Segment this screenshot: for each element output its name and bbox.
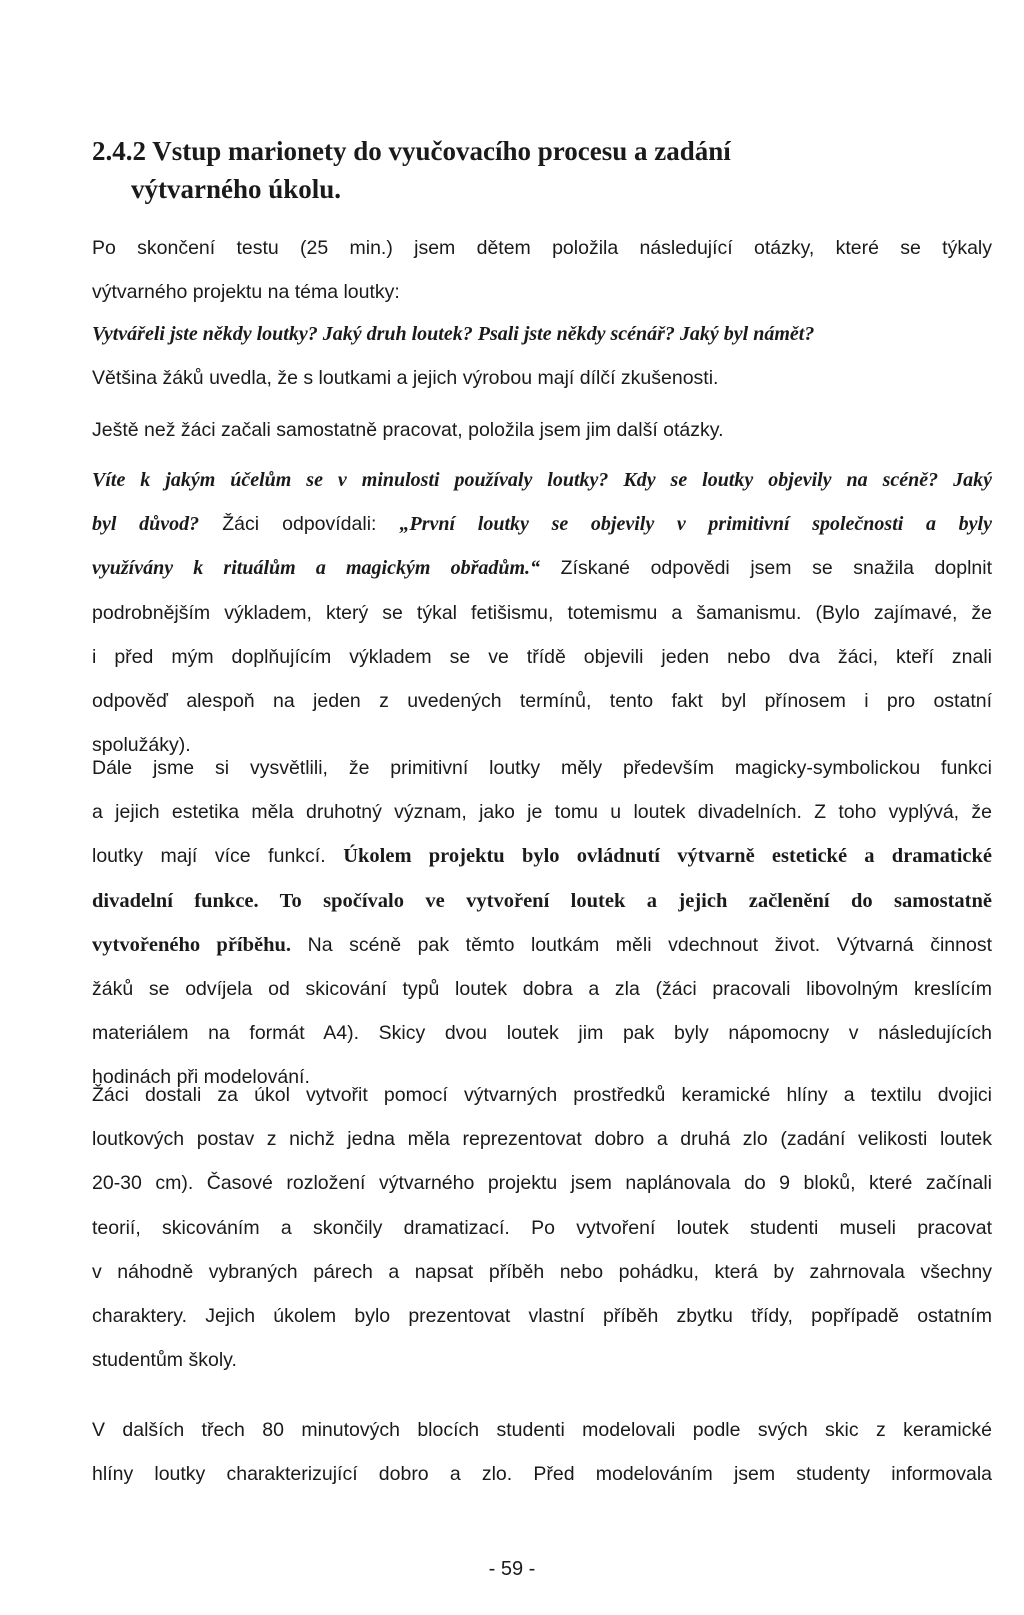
question-line: Vytvářeli jste někdy loutky? Jaký druh loutek? Psali jste někdy scénář? Jaký byl námět? bbox=[92, 323, 815, 345]
paragraph-7 bbox=[92, 1408, 992, 1496]
text-line: Většina žáků uvedla, že s loutkami a jejich výrobou mají dílčí zkušenosti. bbox=[92, 367, 719, 390]
text-line: a jejich estetika měla druhotný význam, jako je tomu u loutek divadelních. Z toho vyplývá, že bbox=[92, 801, 992, 824]
text-line: studentům školy. bbox=[92, 1349, 237, 1372]
text-line: teorií, skicováním a skončily dramatizací. Po vytvoření loutek studenti museli pracovat bbox=[92, 1216, 992, 1239]
bold-line: divadelní funkce. To spočívalo ve vytvoření loutek a jejich začlenění do samostatně bbox=[92, 889, 992, 912]
paragraph-6 bbox=[92, 1073, 992, 1382]
text-line: Žáci dostali za úkol vytvořit pomocí výtvarných prostředků keramické hlíny a textilu dvojici bbox=[92, 1084, 992, 1106]
text-line: V dalších třech 80 minutových blocích studenti modelovali podle svých skic z keramické bbox=[92, 1419, 992, 1441]
quote-text: „První loutky se objevily v primitivní společnosti a byly bbox=[399, 513, 992, 536]
text-line: materiálem na formát A4). Skicy dvou loutek jim pak byly nápomocny v následujících bbox=[92, 1022, 992, 1045]
text-line: výtvarného projektu na téma loutky: bbox=[92, 281, 400, 304]
heading-line-1: 2.4.2 Vstup marionety do vyučovacího procesu a zadání bbox=[92, 136, 731, 166]
paragraph-5 bbox=[92, 746, 992, 1100]
text-line: Ještě než žáci začali samostatně pracovat, položila jsem jim další otázky. bbox=[92, 419, 724, 441]
bold-text: vytvořeného příběhu. bbox=[92, 933, 292, 956]
text-line: žáků se odvíjela od skicování typů loutek dobra a zla (žáci pracovali libovolným kreslícím bbox=[92, 978, 992, 1001]
section-heading bbox=[92, 132, 962, 208]
text-line: loutkových postav z nichž jedna měla reprezentovat dobro a druhá zlo (zadání velikosti loutek bbox=[92, 1128, 992, 1151]
text-line: charaktery. Jejich úkolem bylo prezentovat vlastní příběh zbytku třídy, popřípadě ostatním bbox=[92, 1305, 992, 1328]
text-line: hodinách při modelování. bbox=[92, 1066, 310, 1089]
question-line: Víte k jakým účelům se v minulosti používaly loutky? Kdy se loutky objevily na scéně? Jaký bbox=[92, 469, 992, 491]
text-line: v náhodně vybraných párech a napsat příběh nebo pohádku, která by zahrnovala všechny bbox=[92, 1260, 992, 1283]
text-line: odpověď alespoň na jeden z uvedených termínů, tento fakt byl přínosem i pro ostatní bbox=[92, 690, 992, 713]
text-line: podrobnějším výkladem, který se týkal fetišismu, totemismu a šamanismu. (Bylo zajímavé, že bbox=[92, 601, 992, 624]
text-line: Po skončení testu (25 min.) jsem dětem položila následující otázky, které se týkaly bbox=[92, 237, 992, 259]
inline-text: Získané odpovědi jsem se snažila doplnit bbox=[540, 557, 992, 580]
paragraph-3 bbox=[92, 408, 992, 452]
inline-text: loutky mají více funkcí. bbox=[92, 845, 344, 868]
text-line: hlíny loutky charakterizující dobro a zlo. Před modelováním jsem studenty informovala bbox=[92, 1463, 992, 1486]
paragraph-2 bbox=[92, 312, 992, 400]
text-line: spolužáky). bbox=[92, 734, 191, 757]
heading-line-2: výtvarného úkolu. bbox=[131, 174, 342, 204]
text-line: Dále jsme si vysvětlili, že primitivní loutky měly především magicky-symbolickou funkci bbox=[92, 757, 992, 779]
text-line: i před mým doplňujícím výkladem se ve třídě objevili jeden nebo dva žáci, kteří znali bbox=[92, 645, 992, 668]
paragraph-1 bbox=[92, 226, 992, 314]
inline-text: Žáci odpovídali: bbox=[199, 513, 400, 536]
inline-text: Na scéně pak těmto loutkám měli vdechnout život. Výtvarná činnost bbox=[291, 933, 992, 956]
text-line bbox=[92, 834, 992, 878]
bold-text: Úkolem projektu bylo ovládnutí výtvarně estetické a dramatické bbox=[343, 845, 993, 868]
text-line bbox=[92, 546, 992, 590]
paragraph-4 bbox=[92, 458, 992, 767]
text-line bbox=[92, 923, 992, 967]
text-line bbox=[92, 502, 992, 546]
quote-text: využívány k rituálům a magickým obřadům.“ bbox=[92, 557, 541, 580]
text-line: 20-30 cm). Časové rozložení výtvarného projektu jsem naplánovala do 9 bloků, které začínali bbox=[92, 1172, 992, 1195]
question-text: byl důvod? bbox=[92, 513, 200, 536]
page-number: - 59 - bbox=[488, 1558, 536, 1580]
